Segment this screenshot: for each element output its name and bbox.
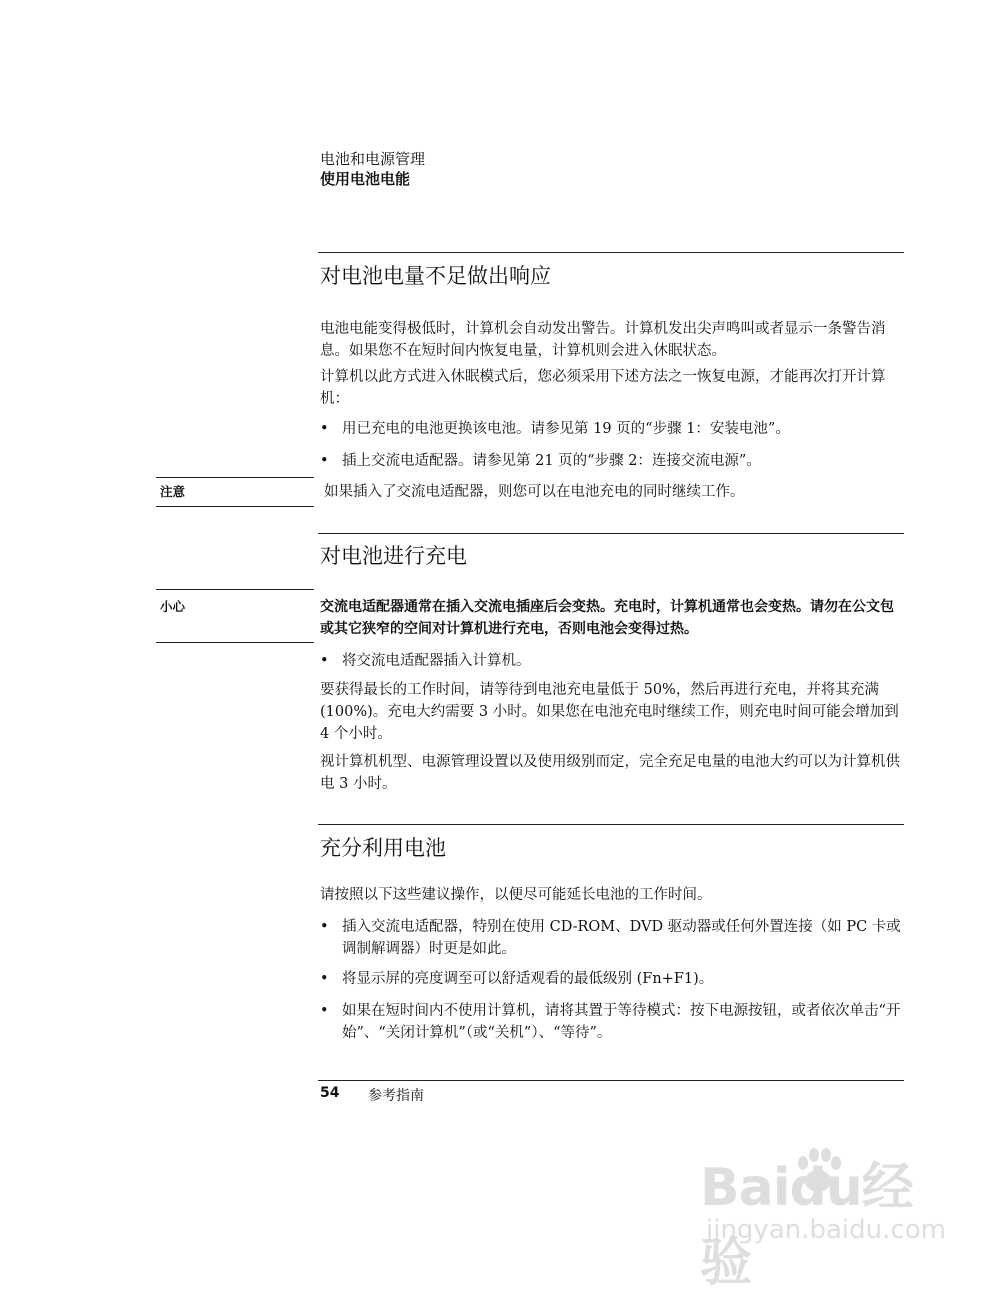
bullet-icon: •	[320, 653, 329, 669]
list-item	[320, 418, 904, 440]
watermark-brand: Baidu经验	[700, 1158, 913, 1293]
section-title: 对电池进行充电	[320, 544, 467, 568]
list-item-text: 插上交流电适配器。请参见第 21 页的“步骤 2：连接交流电源”。	[342, 453, 761, 469]
running-header-section: 使用电池电能	[320, 170, 411, 188]
list-item-text: 如果在短时间内不使用计算机，请将其置于等待模式：按下电源按钮，或者依次单击“开始”、“关闭计算机”（或“关机”）、“等待”。	[342, 1003, 901, 1041]
note-text: 如果插入了交流电适配器，则您可以在电池充电的同时继续工作。	[324, 484, 745, 500]
bullet-icon: •	[320, 421, 329, 437]
baidu-watermark	[700, 1135, 946, 1293]
paragraph: 计算机以此方式进入休眠模式后，您必须采用下述方法之一恢复电源，才能再次打开计算机：	[320, 369, 886, 407]
note-rule-bottom	[156, 506, 314, 507]
note-label: 注意	[160, 484, 186, 499]
bullet-icon: •	[320, 453, 329, 469]
list-item-text: 用已充电的电池更换该电池。请参见第 19 页的“步骤 1：安装电池”。	[342, 421, 790, 437]
section-rule	[318, 533, 904, 534]
list-item-text: 插入交流电适配器，特别在使用 CD-ROM、DVD 驱动器或任何外置连接（如 PC 卡或调制解调器）时更是如此。	[342, 919, 901, 957]
page-number: 54	[320, 1085, 340, 1101]
section-rule	[318, 252, 904, 253]
note-rule-top	[156, 477, 314, 478]
paragraph: 要获得最长的工作时间，请等待到电池充电量低于 50%，然后再进行充电，并将其充满 (100%)。充电大约需要 3 小时。如果您在电池充电时继续工作，则充电时间可能会增加到 4 个小时。	[320, 682, 899, 742]
bullet-icon: •	[320, 919, 329, 935]
list-item	[320, 916, 904, 960]
bullet-icon: •	[320, 1003, 329, 1019]
paragraph: 视计算机机型、电源管理设置以及使用级别而定，完全充足电量的电池大约可以为计算机供电 3 小时。	[320, 754, 900, 792]
watermark-url: jingyan.baidu.com	[706, 1215, 946, 1245]
section-rule	[318, 824, 904, 825]
list-item	[320, 450, 904, 472]
paragraph: 请按照以下这些建议操作，以便尽可能延长电池的工作时间。	[320, 887, 712, 903]
section-title: 对电池电量不足做出响应	[320, 264, 551, 288]
bullet-icon: •	[320, 971, 329, 987]
list-item-text: 将显示屏的亮度调至可以舒适观看的最低级别 (Fn+F1)。	[342, 971, 714, 987]
section-title: 充分利用电池	[320, 836, 446, 860]
list-item	[320, 1000, 904, 1044]
caution-rule-top	[156, 589, 314, 590]
list-item-text: 将交流电适配器插入计算机。	[342, 653, 531, 669]
paragraph: 电池电能变得极低时，计算机会自动发出警告。计算机发出尖声鸣叫或者显示一条警告消息。如果您不在短时间内恢复电量，计算机则会进入休眠状态。	[320, 321, 886, 359]
caution-text: 交流电适配器通常在插入交流电插座后会变热。充电时，计算机通常也会变热。请勿在公文包或其它狭窄的空间对计算机进行充电，否则电池会变得过热。	[320, 599, 894, 637]
list-item	[320, 650, 904, 672]
caution-label: 小心	[160, 599, 186, 614]
footer-rule	[318, 1080, 904, 1081]
book-title: 参考指南	[368, 1088, 424, 1104]
caution-rule-bottom	[156, 642, 314, 643]
running-header-chapter: 电池和电源管理	[320, 150, 426, 168]
list-item	[320, 968, 904, 990]
